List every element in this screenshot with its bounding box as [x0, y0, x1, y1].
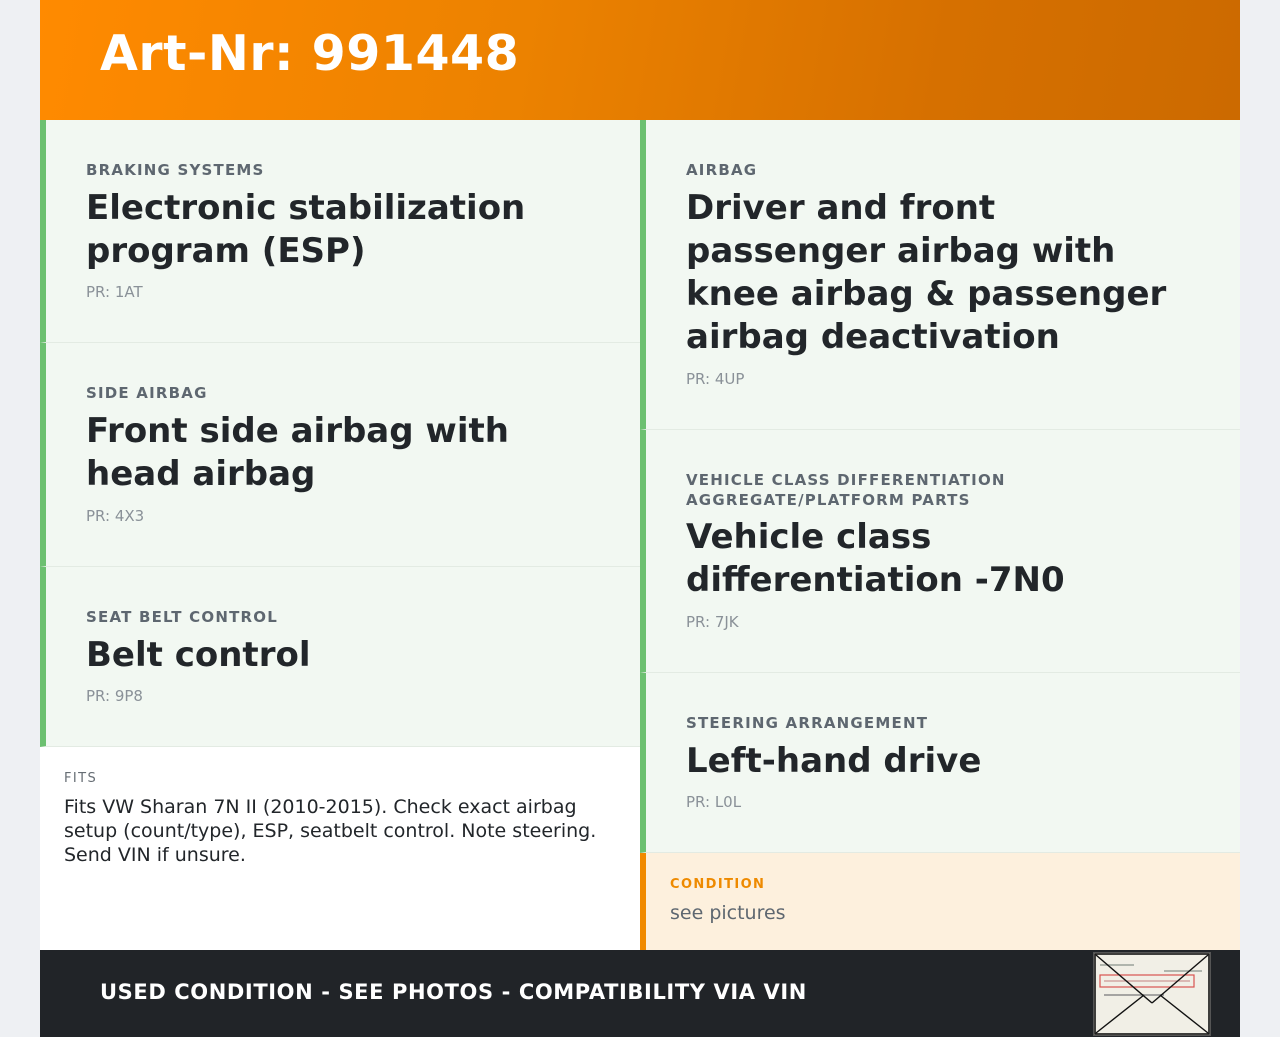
card-pr-code: PR: 7JK: [686, 613, 739, 631]
feature-card-vehicle-class: [640, 430, 1240, 673]
card-title: Vehicle class differentiation -7N0: [686, 517, 1065, 600]
footer-notice: USED CONDITION - SEE PHOTOS - COMPATIBILITY VIA VIN: [100, 980, 807, 1004]
card-pr-code: PR: 4UP: [686, 370, 745, 388]
card-category: SEAT BELT CONTROL: [86, 608, 278, 626]
card-pr-code: PR: 1AT: [86, 283, 143, 301]
card-title: Left-hand drive: [686, 741, 982, 781]
fits-description: Fits VW Sharan 7N II (2010-2015). Check exact airbag setup (count/type), ESP, seatbelt control. Note steering. Send VIN if unsure.: [64, 796, 597, 866]
card-category: VEHICLE CLASS DIFFERENTIATION AGGREGATE/PLATFORM PARTS: [686, 471, 1006, 509]
card-title: Driver and front passenger airbag with knee airbag & passenger airbag deactivation: [686, 188, 1167, 357]
feature-card-airbag: [640, 120, 1240, 430]
feature-card-steering: [640, 673, 1240, 853]
card-pr-code: PR: L0L: [686, 793, 742, 811]
feature-card-side-airbag: [40, 343, 640, 567]
card-category: SIDE AIRBAG: [86, 384, 208, 402]
label-photo-icon: [1094, 953, 1210, 1035]
footer-bar: [40, 950, 1240, 1037]
header-banner: [40, 0, 1240, 120]
card-category: STEERING ARRANGEMENT: [686, 714, 929, 732]
card-title: Front side airbag with head airbag: [86, 411, 509, 494]
article-number-title: Art-Nr: 991448: [100, 25, 520, 82]
card-pr-code: PR: 9P8: [86, 687, 143, 705]
condition-value: see pictures: [670, 902, 786, 924]
card-category: BRAKING SYSTEMS: [86, 161, 265, 179]
card-title: Belt control: [86, 635, 311, 675]
condition-label: CONDITION: [670, 877, 766, 892]
fits-label: FITS: [64, 771, 98, 786]
card-title: Electronic stabilization program (ESP): [86, 188, 526, 271]
feature-card-seat-belt: [40, 567, 640, 747]
condition-section: [640, 853, 1240, 950]
fits-section: [40, 747, 640, 950]
feature-card-braking: [40, 120, 640, 343]
card-category: AIRBAG: [686, 161, 758, 179]
product-sheet: [40, 0, 1240, 1037]
part-label-thumbnail[interactable]: [1093, 952, 1211, 1036]
card-pr-code: PR: 4X3: [86, 507, 145, 525]
